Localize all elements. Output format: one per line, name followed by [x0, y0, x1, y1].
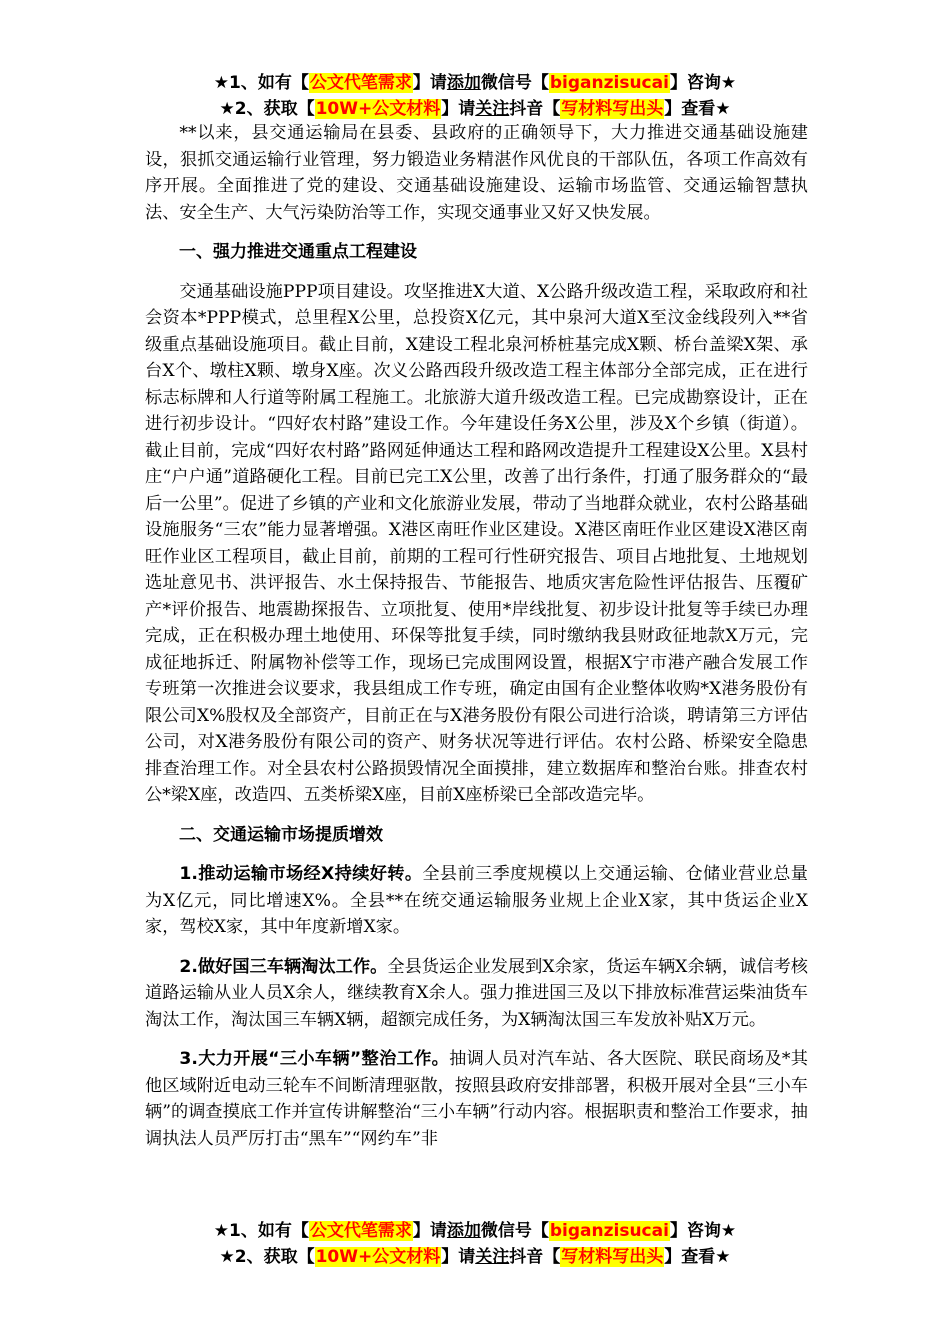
- banner-text: 】请: [412, 73, 447, 93]
- item-2-body: 全县货运企业发展到X余家，货运车辆X余辆，诚信考核道路运输从业人员X余人，继续教育X余人。强力推进国三及以下排放标准营运柴油货车淘汰工作，淘汰国三车辆X辆，超额完成任务，为X辆淘汰国三车发放补贴X万元。: [145, 956, 808, 1030]
- item-1-title: 1.推动运输市场经X持续好转。: [179, 864, 423, 884]
- banner-text: 微信号【: [480, 73, 549, 93]
- banner-text: 微信号【: [480, 1221, 549, 1241]
- banner-highlight: 公文代笔需求: [309, 73, 412, 93]
- section-1-heading: 一、强力推进交通重点工程建设: [179, 242, 417, 262]
- banner-text: 】请: [441, 99, 476, 119]
- banner-highlight: 10W+公文材料: [315, 1247, 441, 1267]
- document-body: [145, 120, 808, 1152]
- item-3-body: 抽调人员对汽车站、各大医院、联民商场及*其他区域附近电动三轮车不间断清理驱散，按照县政府安排部署，积极开展对全县“三小车辆”的调查摸底工作并宣传讲解整治“三小车辆”行动内容。根据职责和整治工作要求，抽调执法人员严厉打击“黑车”“网约车”非: [145, 1049, 808, 1149]
- banner-underlined: 添加: [446, 1221, 481, 1241]
- banner-text: 抖音【: [509, 99, 561, 119]
- top-banner-line-1: [0, 70, 950, 96]
- banner-text: 】查看★: [664, 99, 731, 119]
- top-banner-line-2: [0, 96, 950, 122]
- banner-text: 】咨询★: [669, 1221, 737, 1241]
- banner-douyin-id: 写材料写出头: [561, 99, 664, 119]
- banner-text: ★1、如有【: [213, 1221, 309, 1241]
- banner-wechat-id: biganzisucai: [549, 73, 669, 93]
- intro-paragraph: **以来，县交通运输局在县委、县政府的正确领导下，大力推进交通基础设施建设，狠抓交通运输行业管理，努力锻造业务精湛作风优良的干部队伍，各项工作高效有序开展。全面推进了党的建设、交通基础设施建设、运输市场监管、交通运输智慧执法、安全生产、大气污染防治等工作，实现交通事业又好又快发展。: [145, 123, 808, 223]
- banner-underlined: 关注: [475, 99, 510, 119]
- item-3-paragraph: [145, 1046, 808, 1152]
- banner-underlined: 关注: [475, 1247, 510, 1267]
- banner-text: ★1、如有【: [213, 73, 309, 93]
- banner-text: 】请: [412, 1221, 447, 1241]
- section-1-paragraph: 交通基础设施PPP项目建设。攻坚推进X大道、X公路升级改造工程，采取政府和社会资本*PPP模式，总里程X公里，总投资X亿元，其中泉河大道X至汶金线段列入**省级重点基础设施项目。截止目前，X建设工程北泉河桥桩基完成X颗、桥台盖梁X架、承台X个、墩柱X颗、墩身X座。次义公路西段升级改造工程主体部分全部完成，正在进行标志标牌和人行道等附属工程施工。北旅游大道升级改造工程。已完成勘察设计，正在进行初步设计。“四好农村路”建设工作。今年建设任务X公里，涉及X个乡镇（街道）。截止目前，完成“四好农村路”路网延伸通达工程和路网改造提升工程建设X公里。X县村庄“户户通”道路硬化工程。目前已完工X公里，改善了出行条件，打通了服务群众的“最后一公里”。促进了乡镇的产业和文化旅游业发展，带动了当地群众就业，农村公路基础设施服务“三农”能力显著增强。X港区南旺作业区建设。X港区南旺作业区建设X港区南旺作业区工程项目，截止目前，前期的工程可行性研究报告、项目占地批复、土地规划选址意见书、洪评报告、水土保持报告、节能报告、地质灾害危险性评估报告、压覆矿产*评价报告、地震勘探报告、立项批复、使用*岸线批复、初步设计批复等手续已办理完成，正在积极办理土地使用、环保等批复手续，同时缴纳我县财政征地款X万元，完成征地拆迁、附属物补偿等工作，现场已完成围网设置，根据X宁市港产融合发展工作专班第一次推进会议要求，我县组成工作专班，确定由国有企业整体收购*X港务股份有限公司X%股权及全部资产，目前正在与X港务股份有限公司进行洽谈，聘请第三方评估公司，对X港务股份有限公司的资产、财务状况等进行评估。农村公路、桥梁安全隐患排查治理工作。对全县农村公路损毁情况全面摸排，建立数据库和整治台账。排查农村公*梁X座，改造四、五类桥梁X座，目前X座桥梁已全部改造完毕。: [145, 281, 808, 805]
- item-1-paragraph: [145, 861, 808, 941]
- banner-text: ★2、获取【: [219, 99, 315, 119]
- item-2-paragraph: [145, 954, 808, 1034]
- bottom-banner-line-2: [0, 1244, 950, 1270]
- item-3-title: 3.大力开展“三小车辆”整治工作。: [179, 1049, 450, 1069]
- bottom-banner-line-1: [0, 1218, 950, 1244]
- banner-text: 】咨询★: [669, 73, 737, 93]
- item-2-title: 2.做好国三车辆淘汰工作。: [179, 956, 388, 977]
- banner-underlined: 添加: [446, 73, 481, 93]
- banner-highlight: 10W+公文材料: [315, 99, 441, 119]
- item-1-body: 全县前三季度规模以上交通运输、仓储业营业总量为X亿元，同比增速X%。全县**在统交通运输服务业规上企业X家，其中货运企业X家，驾校X家，其中年度新增X家。: [145, 864, 808, 937]
- banner-text: 】请: [441, 1247, 476, 1267]
- section-2-heading: 二、交通运输市场提质增效: [179, 824, 383, 845]
- banner-wechat-id: biganzisucai: [549, 1221, 669, 1241]
- banner-douyin-id: 写材料写出头: [561, 1247, 664, 1267]
- banner-highlight: 公文代笔需求: [309, 1221, 412, 1241]
- banner-text: 】查看★: [664, 1247, 731, 1267]
- banner-text: ★2、获取【: [219, 1247, 315, 1267]
- banner-text: 抖音【: [509, 1247, 561, 1267]
